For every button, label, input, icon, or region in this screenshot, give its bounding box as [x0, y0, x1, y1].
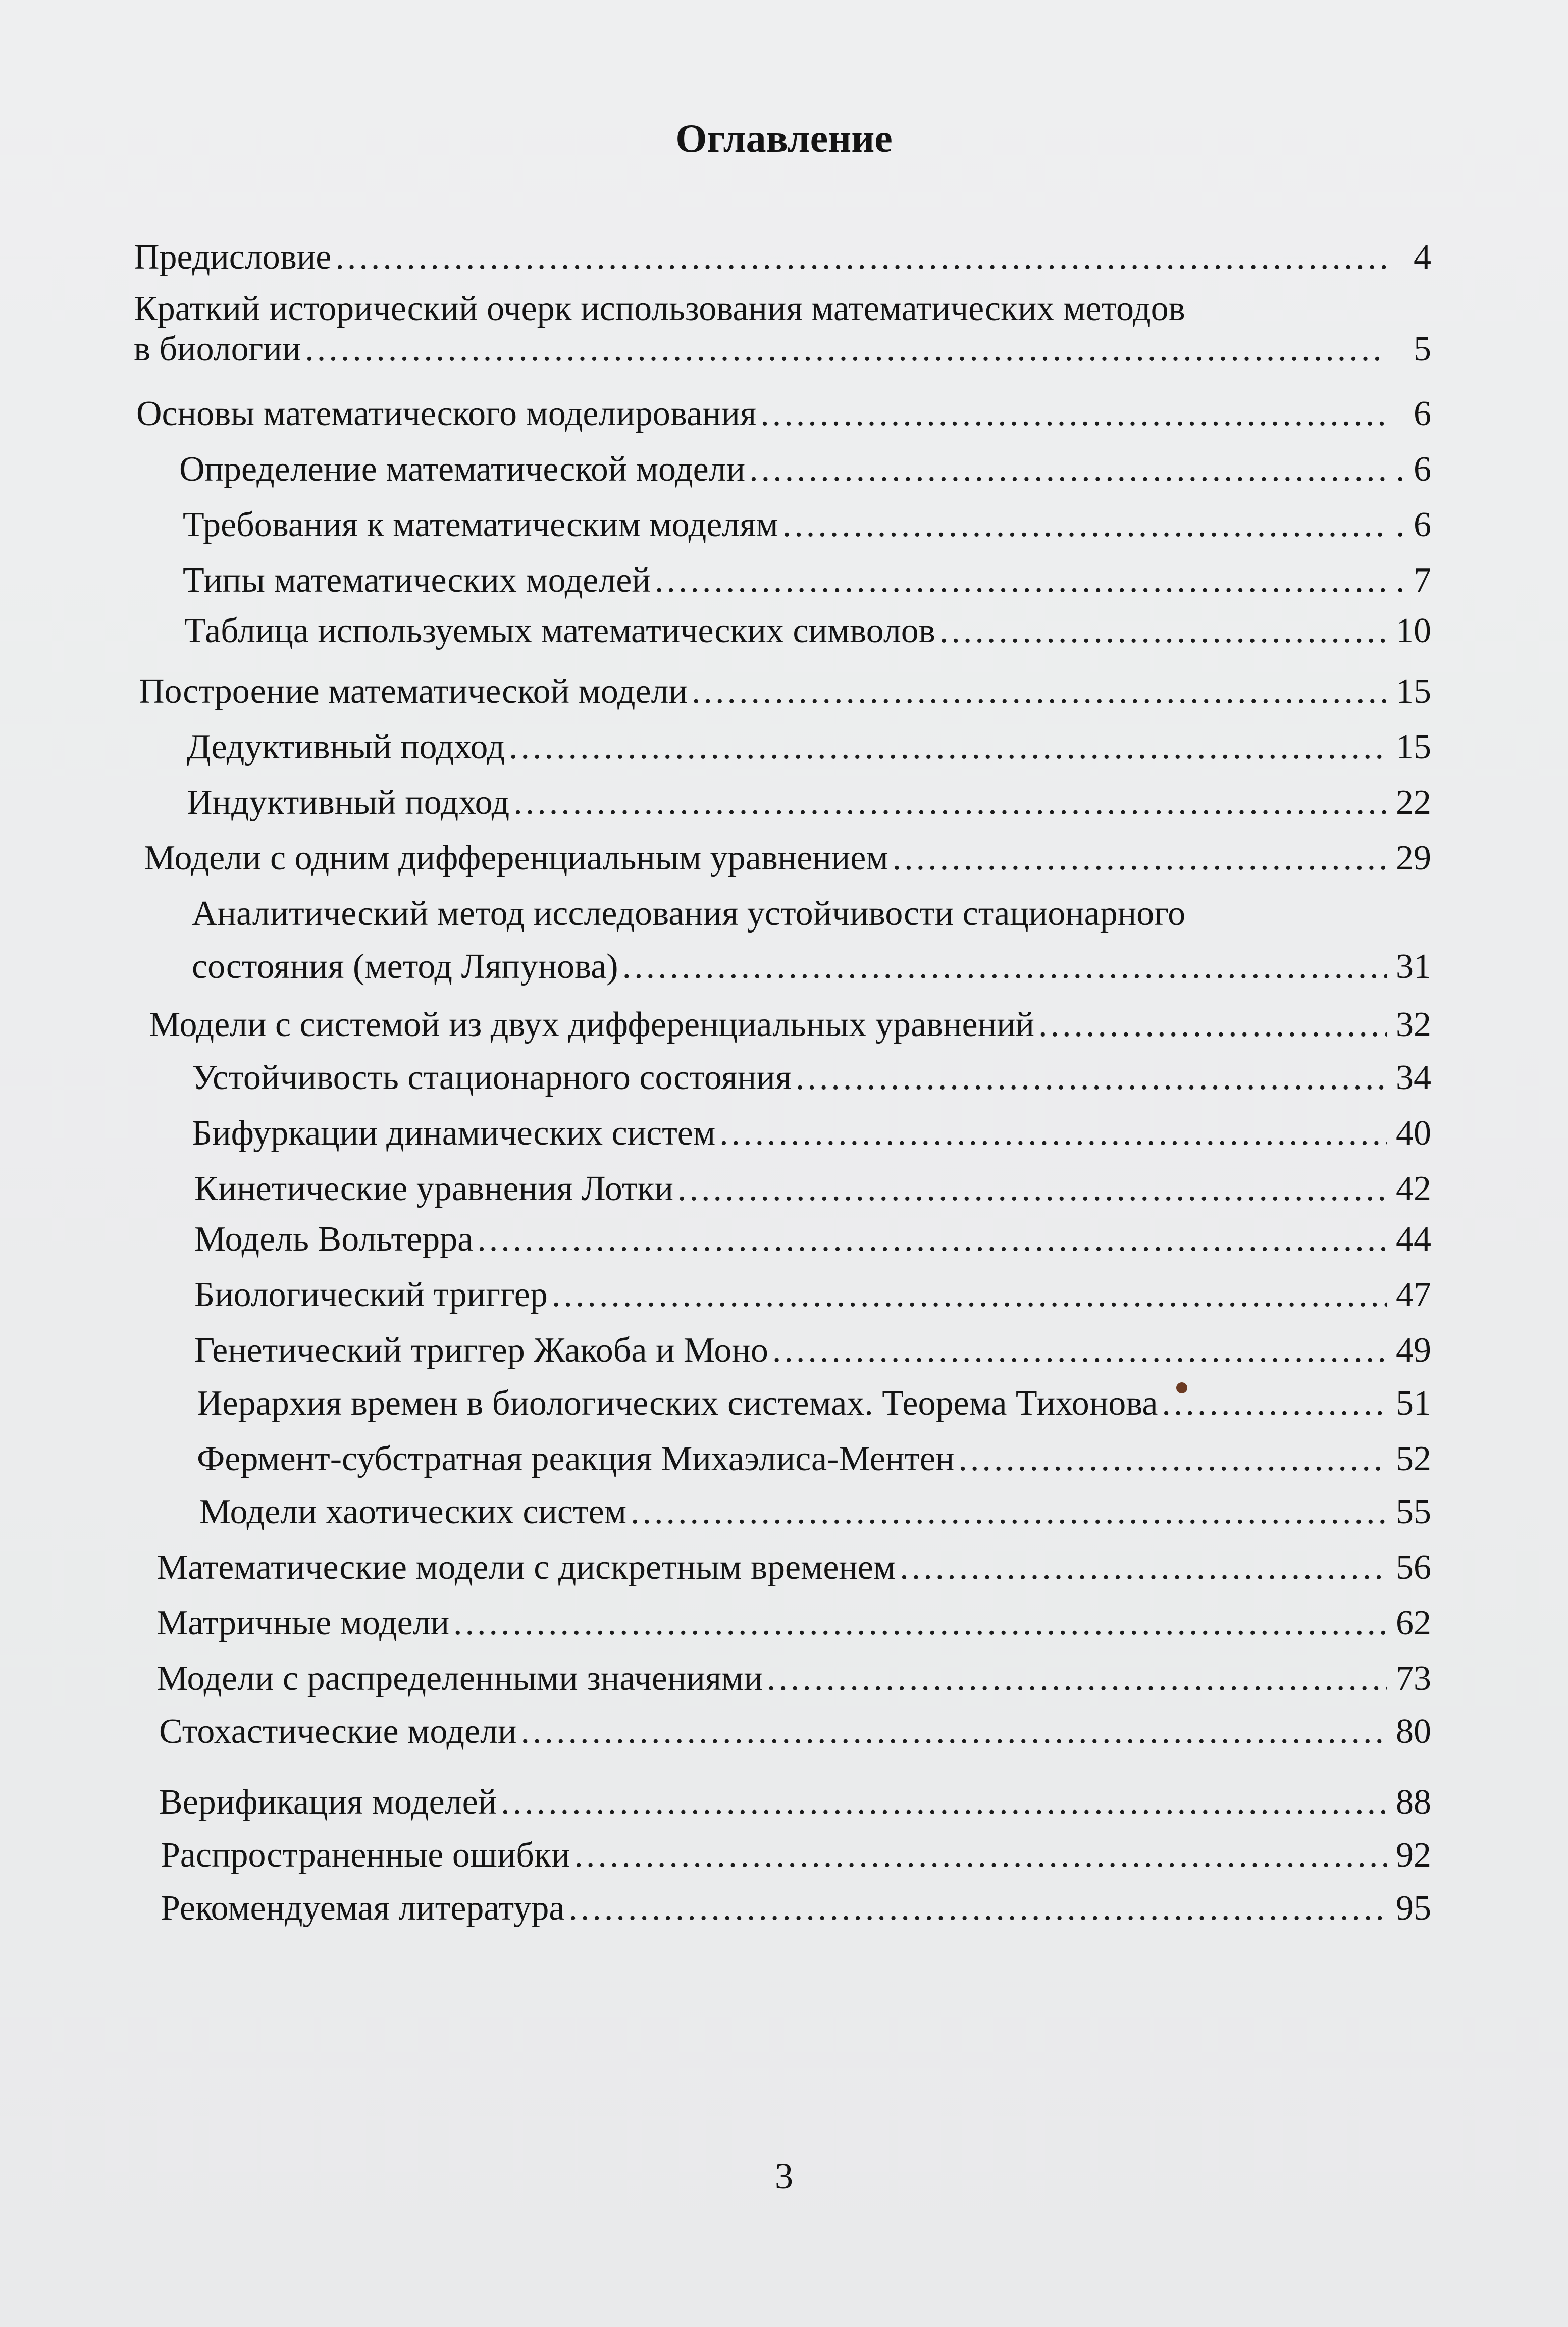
toc-entry-label: Распространенные ошибки — [161, 1836, 570, 1875]
toc-entry-page: 88 — [1396, 1783, 1431, 1822]
toc-dot-leader — [719, 1111, 1387, 1156]
toc-entry[interactable] — [156, 1600, 1431, 1646]
toc-entry-line-start[interactable]: Краткий исторический очерк использования математических методов — [134, 289, 1185, 328]
toc-entry[interactable] — [136, 391, 1431, 437]
toc-entry-page: 15 — [1396, 672, 1431, 711]
toc-dot-leader — [772, 1328, 1387, 1373]
toc-entry-label: Устойчивость стационарного состояния — [192, 1058, 792, 1097]
toc-dot-leader — [782, 502, 1387, 548]
toc-entry-label: Дедуктивный подход — [187, 728, 505, 766]
toc-entry-label: Рекомендуемая литература — [161, 1889, 565, 1928]
toc-entry-page: 52 — [1396, 1439, 1431, 1478]
toc-entry[interactable] — [134, 235, 1431, 280]
toc-dot-leader — [509, 725, 1387, 770]
toc-entry-label: Модели с одним дифференциальным уравнением — [144, 839, 888, 877]
toc-entry-label: Верификация моделей — [159, 1783, 497, 1822]
toc-entry-label: Генетический триггер Жакоба и Моно — [194, 1331, 768, 1370]
toc-entry[interactable] — [183, 558, 1431, 603]
toc-dot-leader — [796, 1055, 1387, 1101]
toc-dot-leader — [692, 669, 1387, 714]
toc-entry[interactable] — [149, 1002, 1431, 1048]
toc-entry-label: в биологии — [134, 330, 301, 369]
toc-dot-leader — [477, 1217, 1387, 1262]
toc-entry-page: 51 — [1396, 1384, 1431, 1423]
toc-entry[interactable] — [156, 1656, 1431, 1701]
toc-dot-leader — [335, 235, 1387, 280]
toc-entry-page: 22 — [1396, 783, 1431, 822]
toc-entry[interactable] — [184, 608, 1431, 654]
toc-dot-leader — [767, 1656, 1387, 1701]
toc-entry-page: 6 — [1414, 394, 1431, 433]
toc-entry-page: 92 — [1396, 1836, 1431, 1875]
toc-entry[interactable] — [183, 502, 1431, 548]
toc-entry-label: Модель Вольтерра — [194, 1220, 474, 1259]
ink-speck — [1176, 1382, 1187, 1393]
toc-entry-label: Таблица используемых математических символов — [184, 611, 935, 650]
toc-entry-label: Модели с распределенными значениями — [156, 1659, 763, 1698]
toc-dot-leader — [939, 608, 1387, 654]
toc-dot-leader — [893, 836, 1387, 881]
toc-entry[interactable] — [187, 780, 1431, 825]
toc-entry[interactable] — [187, 725, 1431, 770]
toc-entry-page: 95 — [1396, 1889, 1431, 1928]
toc-dot-leader — [513, 780, 1387, 825]
toc-entry[interactable] — [156, 1545, 1431, 1590]
toc-entry-label: Модели с системой из двух дифференциальных уравнений — [149, 1005, 1034, 1044]
toc-entry-label: Биологический триггер — [194, 1275, 548, 1314]
toc-entry[interactable] — [139, 669, 1431, 714]
toc-dot-leader — [552, 1272, 1387, 1318]
toc-entry[interactable] — [179, 447, 1431, 492]
toc-entry-page: 49 — [1396, 1331, 1431, 1370]
toc-dot-leader — [1162, 1381, 1387, 1426]
toc-entry-page: 15 — [1396, 728, 1431, 766]
toc-entry-label: состояния (метод Ляпунова) — [192, 947, 618, 986]
toc-entry-label: Определение математической модели — [179, 450, 746, 489]
toc-entry-line-start[interactable]: Аналитический метод исследования устойчивости стационарного — [192, 894, 1186, 933]
toc-entry-label: Требования к математическим моделям — [183, 505, 778, 544]
toc-dot-leader — [655, 558, 1387, 603]
toc-entry-label: Кинетические уравнения Лотки — [194, 1169, 673, 1208]
toc-dot-leader — [631, 1489, 1387, 1535]
toc-entry-label: Предисловие — [134, 238, 332, 277]
toc-dot-leader — [568, 1886, 1387, 1931]
toc-entry[interactable] — [194, 1328, 1431, 1373]
toc-entry-page: 55 — [1396, 1492, 1431, 1531]
toc-entry-label: Иерархия времен в биологических системах. Теорема Тихонова — [197, 1384, 1158, 1423]
toc-entry[interactable] — [144, 836, 1431, 881]
toc-dot-leader — [622, 944, 1387, 990]
toc-entry[interactable] — [199, 1489, 1431, 1535]
toc-entry-label: Основы математического моделирования — [136, 394, 757, 433]
toc-entry-page: 44 — [1396, 1220, 1431, 1259]
toc-entry[interactable] — [161, 1833, 1431, 1878]
toc-entry-page: 32 — [1396, 1005, 1431, 1044]
toc-entry[interactable] — [197, 1381, 1431, 1426]
toc-entry-page: 80 — [1396, 1712, 1431, 1751]
toc-entry-label: Стохастические модели — [159, 1712, 517, 1751]
page-title: Оглавление — [675, 117, 893, 161]
toc-entry-page: 31 — [1396, 947, 1431, 986]
toc-dot-leader — [760, 391, 1387, 437]
toc-dot-leader — [958, 1436, 1387, 1482]
toc-dot-leader — [520, 1709, 1387, 1754]
toc-entry-page: 73 — [1396, 1659, 1431, 1698]
toc-dot-leader — [749, 447, 1387, 492]
toc-entry-page: 29 — [1396, 839, 1431, 877]
toc-entry-page: 62 — [1396, 1604, 1431, 1642]
toc-entry[interactable] — [134, 327, 1431, 372]
toc-entry[interactable] — [161, 1886, 1431, 1931]
toc-dot-leader — [574, 1833, 1387, 1878]
toc-entry-label: Модели хаотических систем — [199, 1492, 626, 1531]
toc-entry[interactable] — [194, 1272, 1431, 1318]
toc-entry[interactable] — [197, 1436, 1431, 1482]
toc-dot-leader — [453, 1600, 1387, 1646]
toc-entry-label: Типы математических моделей — [183, 561, 651, 600]
toc-entry-page: 10 — [1396, 611, 1431, 650]
toc-entry-page: 42 — [1396, 1169, 1431, 1208]
toc-entry-label: Фермент-субстратная реакция Михаэлиса-Ментен — [197, 1439, 955, 1478]
page-number: 3 — [775, 2156, 793, 2196]
toc-entry-label: Матричные модели — [156, 1604, 450, 1642]
toc-entry[interactable] — [159, 1709, 1431, 1754]
toc-entry-page: . 7 — [1396, 561, 1431, 600]
toc-entry-page: 40 — [1396, 1114, 1431, 1153]
toc-entry-label: Индуктивный подход — [187, 783, 510, 822]
toc-entry-page: . 6 — [1396, 505, 1431, 544]
toc-entry[interactable] — [194, 1217, 1431, 1262]
toc-entry-page: . 6 — [1396, 450, 1431, 489]
toc-entry-page: 4 — [1414, 238, 1431, 277]
toc-entry[interactable] — [159, 1780, 1431, 1825]
toc-entry[interactable] — [192, 944, 1431, 990]
toc-entry-page: 47 — [1396, 1275, 1431, 1314]
toc-entry-label: Построение математической модели — [139, 672, 688, 711]
toc-dot-leader — [900, 1545, 1387, 1590]
toc-entry-label: Бифуркации динамических систем — [192, 1114, 716, 1153]
toc-entry[interactable] — [192, 1055, 1431, 1101]
toc-entry-label: Математические модели с дискретным временем — [156, 1548, 896, 1587]
toc-dot-leader — [677, 1166, 1387, 1212]
toc-dot-leader — [1038, 1002, 1387, 1048]
toc-entry-page: 56 — [1396, 1548, 1431, 1587]
toc-entry-page: 34 — [1396, 1058, 1431, 1097]
toc-entry-page: 5 — [1414, 330, 1431, 369]
toc-dot-leader — [501, 1780, 1387, 1825]
toc-entry[interactable] — [194, 1166, 1431, 1212]
toc-dot-leader — [305, 327, 1387, 372]
toc-entry[interactable] — [192, 1111, 1431, 1156]
